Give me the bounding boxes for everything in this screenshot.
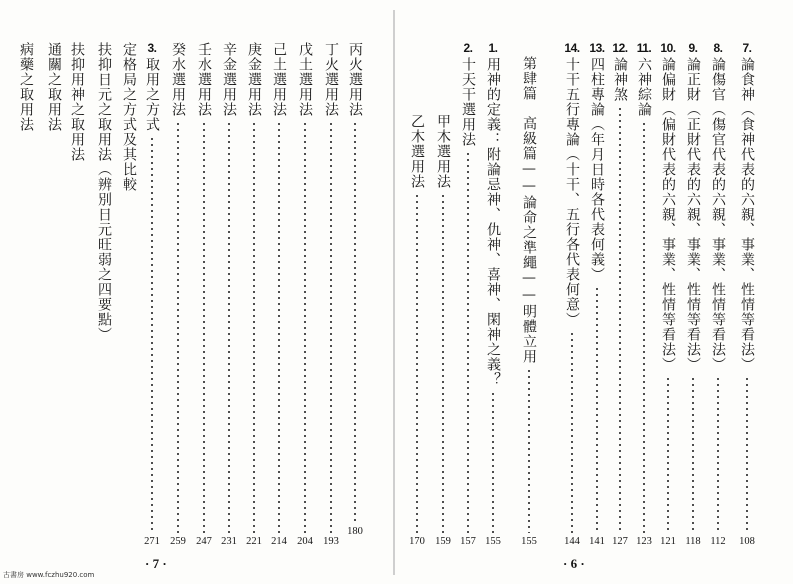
page-number-left: · 7 · bbox=[145, 556, 167, 571]
toc-page: 193 bbox=[323, 536, 339, 547]
toc-title: 通關之取用法 bbox=[46, 42, 62, 132]
toc-leader bbox=[278, 121, 280, 533]
toc-entry-ren-water bbox=[195, 42, 213, 548]
toc-entry-support-useful-god bbox=[68, 42, 86, 162]
toc-title: 壬水選用法 bbox=[196, 42, 212, 117]
toc-title: 論正財（正財代表的六親、事業、性情等看法） bbox=[685, 57, 701, 372]
toc-entry-10-indirect-wealth bbox=[659, 42, 677, 548]
toc-leader bbox=[304, 121, 306, 533]
toc-page: 112 bbox=[710, 536, 726, 547]
toc-page: 155 bbox=[485, 536, 501, 547]
toc-entry-define-structure bbox=[120, 42, 138, 192]
toc-number: 2. bbox=[463, 41, 473, 55]
toc-page: 155 bbox=[521, 536, 537, 547]
toc-title: 甲木選用法 bbox=[435, 114, 451, 189]
toc-page: 123 bbox=[636, 536, 652, 547]
toc-leader bbox=[492, 391, 494, 533]
toc-entry-14-ten-stems-five-elements bbox=[563, 42, 581, 548]
toc-title: 論偏財（偏財代表的六親、事業、性情等看法） bbox=[660, 57, 676, 372]
toc-entry-xin-metal bbox=[220, 42, 238, 548]
toc-title: 論神煞 bbox=[612, 57, 628, 102]
toc-entry-method-of-use bbox=[143, 42, 161, 548]
toc-page: 271 bbox=[144, 536, 160, 547]
toc-page: 159 bbox=[435, 536, 451, 547]
toc-title: 論食神（食神代表的六親、事業、性情等看法） bbox=[739, 57, 755, 372]
toc-entry-9-direct-wealth bbox=[684, 42, 702, 548]
watermark-text: 古書房 www.fczhu920.com bbox=[3, 571, 95, 579]
toc-leader bbox=[467, 151, 469, 533]
toc-entry-wu-earth bbox=[296, 42, 314, 548]
toc-entry-13-four-pillars bbox=[588, 42, 606, 548]
toc-leader bbox=[746, 376, 748, 533]
toc-title: 六神綜論 bbox=[636, 57, 652, 117]
toc-number: 13. bbox=[589, 41, 605, 55]
toc-page: 170 bbox=[409, 536, 425, 547]
toc-number: 3. bbox=[147, 41, 157, 55]
toc-page: 247 bbox=[196, 536, 212, 547]
toc-page: 259 bbox=[170, 536, 186, 547]
toc-entry-ji-earth bbox=[270, 42, 288, 548]
toc-entry-ten-stems bbox=[459, 42, 477, 548]
toc-entry-yi-wood bbox=[408, 42, 426, 548]
toc-title: 丙火選用法 bbox=[347, 42, 363, 117]
toc-leader bbox=[330, 121, 332, 533]
toc-leader bbox=[667, 376, 669, 533]
toc-title: 己土選用法 bbox=[271, 42, 287, 117]
toc-title: 乙木選用法 bbox=[409, 114, 425, 189]
toc-leader bbox=[151, 136, 153, 533]
toc-leader bbox=[596, 286, 598, 533]
toc-title: 扶抑用神之取用法 bbox=[69, 42, 85, 162]
toc-number: 8. bbox=[713, 41, 723, 55]
toc-page: 144 bbox=[564, 536, 580, 547]
toc-number: 14. bbox=[564, 41, 580, 55]
toc-title: 用神的定義：附論忌神、仇神、喜神、閑神之義？ bbox=[485, 57, 501, 387]
toc-entry-pass-gate bbox=[45, 42, 63, 132]
toc-entry-12-spirits bbox=[611, 42, 629, 548]
toc-leader bbox=[416, 193, 418, 533]
toc-page: 157 bbox=[460, 536, 476, 547]
toc-entry-geng-metal bbox=[245, 42, 263, 548]
toc-title: 定格局之方式及其比較 bbox=[121, 42, 137, 192]
toc-title: 十干五行專論（十干、五行各代表何意） bbox=[564, 57, 580, 327]
toc-title: 扶抑日元之取用法（辨別日元旺弱之四要點） bbox=[96, 42, 112, 342]
toc-page: 204 bbox=[297, 536, 313, 547]
toc-leader bbox=[528, 368, 530, 533]
toc-entry-bing-fire bbox=[346, 42, 364, 538]
toc-title: 庚金選用法 bbox=[246, 42, 262, 117]
toc-leader bbox=[717, 376, 719, 533]
toc-leader bbox=[203, 121, 205, 533]
toc-title: 癸水選用法 bbox=[170, 42, 186, 117]
toc-leader bbox=[354, 121, 356, 523]
toc-entry-7-eating-god bbox=[738, 42, 756, 548]
toc-title: 病藥之取用法 bbox=[18, 42, 34, 132]
toc-title: 丁火選用法 bbox=[323, 42, 339, 117]
toc-leader bbox=[692, 376, 694, 533]
toc-title: 論傷官（傷官代表的六親、事業、性情等看法） bbox=[710, 57, 726, 372]
toc-entry-jia-wood bbox=[434, 42, 452, 548]
toc-number: 10. bbox=[660, 41, 676, 55]
toc-number: 1. bbox=[488, 41, 498, 55]
toc-leader bbox=[643, 121, 645, 533]
toc-leader bbox=[619, 106, 621, 533]
toc-title: 戊土選用法 bbox=[297, 42, 313, 117]
toc-title: 十天干選用法 bbox=[460, 57, 476, 147]
toc-page: 221 bbox=[246, 536, 262, 547]
book-spine bbox=[393, 10, 395, 575]
toc-title: 第肆篇 高級篇——論命之準繩——明體立用 bbox=[521, 56, 537, 364]
toc-title: 四柱專論（年月日時各代表何義） bbox=[589, 57, 605, 282]
toc-number: 11. bbox=[636, 41, 652, 55]
toc-entry-8-hurting-officer bbox=[709, 42, 727, 548]
toc-title: 取用之方式 bbox=[144, 57, 160, 132]
toc-leader bbox=[177, 121, 179, 533]
toc-leader bbox=[442, 193, 444, 533]
page-number-right: · 6 · bbox=[563, 556, 585, 571]
toc-page: 118 bbox=[685, 536, 701, 547]
toc-page: 214 bbox=[271, 536, 287, 547]
toc-page: 141 bbox=[589, 536, 605, 547]
toc-entry-gui-water bbox=[169, 42, 187, 548]
toc-page: 108 bbox=[739, 536, 755, 547]
toc-leader bbox=[253, 121, 255, 533]
toc-title: 辛金選用法 bbox=[221, 42, 237, 117]
toc-entry-useful-god-definition bbox=[484, 42, 502, 548]
toc-entry-part-four-heading bbox=[520, 42, 538, 548]
toc-page: 121 bbox=[660, 536, 676, 547]
toc-leader bbox=[228, 121, 230, 533]
toc-number: 9. bbox=[688, 41, 698, 55]
toc-leader bbox=[571, 331, 573, 533]
toc-page: 180 bbox=[347, 526, 363, 537]
toc-page: 231 bbox=[221, 536, 237, 547]
toc-entry-disease-medicine bbox=[17, 42, 35, 132]
toc-number: 7. bbox=[742, 41, 752, 55]
toc-entry-11-six-gods bbox=[635, 42, 653, 548]
toc-page: 127 bbox=[612, 536, 628, 547]
toc-number: 12. bbox=[612, 41, 628, 55]
toc-entry-ding-fire bbox=[322, 42, 340, 548]
toc-entry-support-day-master bbox=[95, 42, 113, 342]
